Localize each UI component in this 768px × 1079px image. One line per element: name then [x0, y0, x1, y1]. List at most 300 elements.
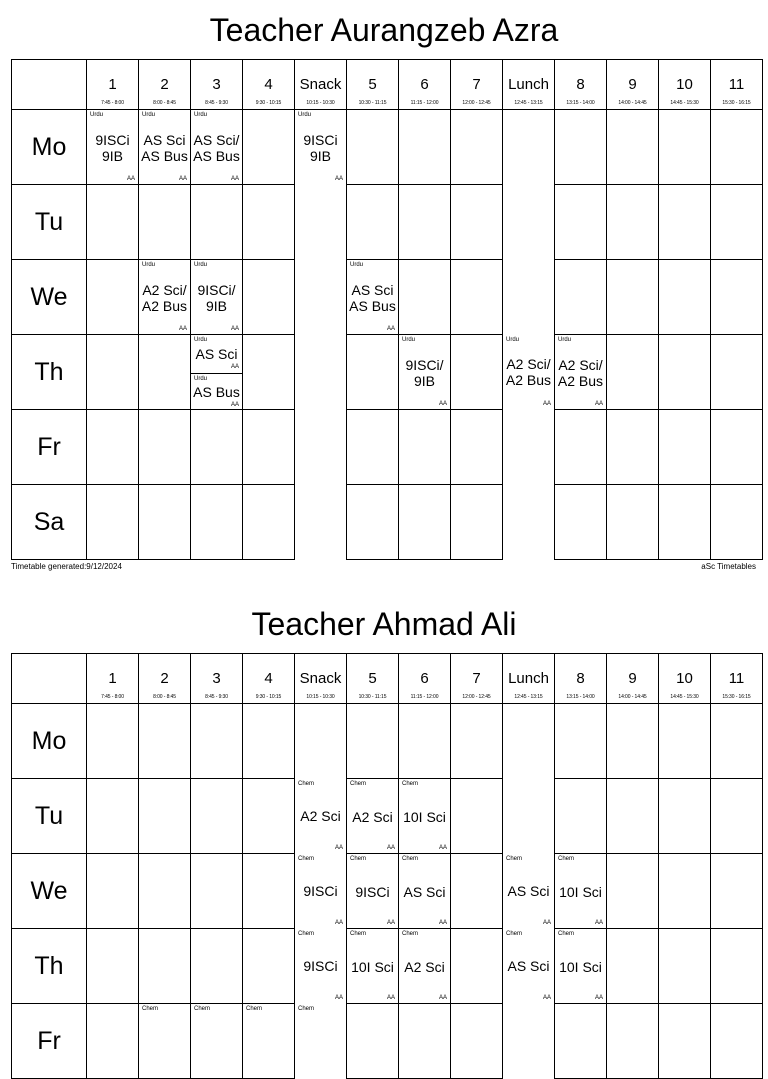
lesson-cell[interactable]: [87, 110, 139, 185]
lesson-class: AS Sci AS Bus: [349, 281, 396, 314]
lesson-room: AA: [178, 326, 187, 332]
timetable-cell[interactable]: [87, 260, 139, 335]
lesson-card[interactable]: [347, 929, 398, 1004]
lesson-card[interactable]: [503, 854, 554, 929]
day-row: [12, 929, 763, 1004]
period-number: 9: [628, 76, 637, 93]
lesson-card[interactable]: [295, 1004, 346, 1079]
lesson-subject: Chem: [402, 931, 419, 937]
period-time: 14:45 - 15:30: [670, 100, 699, 106]
timetable-cell[interactable]: [659, 410, 711, 485]
corner-cell: [12, 654, 87, 704]
timetable-cell[interactable]: [347, 110, 399, 185]
lesson-subject: Urdu: [90, 112, 104, 118]
timetable-cell[interactable]: [243, 185, 295, 260]
timetable-cell[interactable]: [711, 929, 763, 1004]
period-time: 10:15 - 10:30: [306, 100, 335, 106]
timetable-cell[interactable]: [555, 485, 607, 560]
timetable-cell[interactable]: [399, 1004, 451, 1079]
lesson-subject: Chem: [558, 856, 575, 862]
period-header: [399, 654, 451, 704]
lesson-cell[interactable]: [191, 1004, 243, 1079]
lesson-subject: Urdu: [194, 262, 208, 268]
period-header: [451, 654, 503, 704]
lesson-room: AA: [594, 401, 603, 407]
footer-generated: Timetable generated:9/12/2024: [11, 562, 122, 571]
timetable-cell[interactable]: [243, 929, 295, 1004]
period-time: 12:45 - 13:15: [514, 694, 543, 700]
timetable-cell[interactable]: [451, 854, 503, 929]
timetable-cell[interactable]: [711, 779, 763, 854]
timetable-cell[interactable]: [347, 1004, 399, 1079]
lesson-card[interactable]: [191, 335, 242, 373]
lesson-subject: Chem: [298, 1005, 315, 1012]
period-time: 10:15 - 10:30: [306, 694, 335, 700]
lesson-room: AA: [438, 401, 447, 407]
lesson-card[interactable]: [87, 110, 138, 185]
break-column: [295, 335, 347, 410]
lesson-room: AA: [230, 363, 239, 370]
lesson-cell[interactable]: [399, 854, 451, 929]
lesson-cell: [295, 929, 347, 1004]
lesson-room: AA: [334, 919, 343, 926]
lesson-cell[interactable]: [399, 779, 451, 854]
lesson-room: AA: [334, 994, 343, 1001]
timetable-cell[interactable]: [659, 854, 711, 929]
timetable-cell[interactable]: [555, 110, 607, 185]
lesson-cell[interactable]: [191, 260, 243, 335]
lesson-subject: Urdu: [558, 337, 572, 343]
break-column: [503, 704, 555, 779]
break-column: [295, 704, 347, 779]
period-number: 2: [160, 670, 169, 687]
lesson-class: AS Sci: [507, 958, 550, 974]
lesson-class: AS Sci AS Bus: [141, 131, 188, 164]
day-row: [12, 335, 763, 410]
lesson-class: A2 Sci/ A2 Bus: [505, 356, 552, 388]
day-label: Fr: [12, 410, 87, 485]
timetable-cell[interactable]: [451, 185, 503, 260]
break-column: [503, 410, 555, 485]
lesson-card[interactable]: [191, 260, 242, 335]
lesson-cell[interactable]: [243, 1004, 295, 1079]
period-number: 3: [212, 76, 221, 93]
timetable-cell[interactable]: [659, 929, 711, 1004]
lesson-card[interactable]: [139, 260, 190, 335]
timetable-cell[interactable]: [87, 779, 139, 854]
lesson-card[interactable]: [295, 929, 346, 1004]
lesson-subject: Chem: [506, 930, 523, 937]
lesson-subject: Chem: [298, 930, 315, 937]
timetable-cell[interactable]: [711, 704, 763, 779]
lesson-class: A2 Sci: [300, 808, 341, 824]
timetable-cell[interactable]: [139, 410, 191, 485]
timetable-cell[interactable]: [243, 410, 295, 485]
timetable-cell[interactable]: [139, 929, 191, 1004]
timetable-cell[interactable]: [711, 110, 763, 185]
lesson-card[interactable]: [399, 779, 450, 854]
period-time: 12:00 - 12:45: [462, 100, 491, 106]
period-number: 10: [676, 76, 693, 93]
lesson-card[interactable]: [295, 110, 346, 185]
period-header: [347, 654, 399, 704]
timetable-cell[interactable]: [191, 410, 243, 485]
day-row: [12, 260, 763, 335]
timetable-cell[interactable]: [451, 1004, 503, 1079]
lesson-class: A2 Sci: [352, 808, 393, 825]
lesson-card[interactable]: [399, 929, 450, 1004]
lesson-cell[interactable]: [555, 335, 607, 410]
lesson-card[interactable]: [503, 335, 554, 410]
lesson-class: A2 Sci: [404, 958, 445, 975]
timetable-cell[interactable]: [607, 260, 659, 335]
lesson-class: 9ISCi: [355, 883, 390, 900]
timetable-cell[interactable]: [243, 335, 295, 410]
lesson-cell[interactable]: [399, 929, 451, 1004]
timetable-cell[interactable]: [399, 185, 451, 260]
timetable-cell[interactable]: [87, 704, 139, 779]
timetable-cell[interactable]: [555, 260, 607, 335]
period-number: 10: [676, 670, 693, 687]
lesson-subject: Chem: [194, 1006, 211, 1012]
lesson-room: AA: [230, 402, 239, 408]
lesson-cell[interactable]: [347, 929, 399, 1004]
period-number: 5: [368, 76, 377, 93]
break-column: [503, 110, 555, 185]
timetable-cell[interactable]: [607, 929, 659, 1004]
header-row: [12, 60, 763, 110]
day-row: [12, 185, 763, 260]
lesson-card[interactable]: [399, 335, 450, 410]
period-header: [711, 654, 763, 704]
period-number: Lunch: [508, 670, 549, 687]
lesson-card[interactable]: [555, 335, 606, 410]
timetable-cell[interactable]: [399, 110, 451, 185]
timetable-cell[interactable]: [607, 335, 659, 410]
lesson-card[interactable]: [139, 110, 190, 185]
timetable-cell[interactable]: [87, 185, 139, 260]
break-column: [295, 485, 347, 560]
lesson-card[interactable]: [191, 110, 242, 185]
period-time: 14:00 - 14:45: [618, 100, 647, 106]
lesson-room: AA: [126, 176, 135, 182]
lesson-card[interactable]: [555, 929, 606, 1004]
lesson-subject: Urdu: [194, 375, 208, 382]
lesson-subject: Chem: [298, 855, 315, 862]
timetable-cell[interactable]: [607, 410, 659, 485]
lesson-class: AS Bus: [193, 384, 240, 401]
timetable-cell[interactable]: [451, 704, 503, 779]
timetable-cell[interactable]: [451, 410, 503, 485]
lesson-cell[interactable]: [139, 260, 191, 335]
period-number: 9: [628, 670, 637, 687]
period-header: [87, 60, 139, 110]
lesson-cell: [503, 929, 555, 1004]
lesson-room: AA: [542, 919, 551, 926]
timetable-cell[interactable]: [87, 335, 139, 410]
period-number: 1: [108, 670, 117, 687]
lesson-room: AA: [334, 176, 343, 182]
timetable-cell[interactable]: [139, 485, 191, 560]
break-column: [503, 485, 555, 560]
timetable-cell[interactable]: [659, 1004, 711, 1079]
lesson-card[interactable]: [347, 260, 398, 335]
lesson-card[interactable]: [347, 779, 398, 854]
lesson-subject: Chem: [350, 856, 367, 862]
lesson-class: 9ISCi 9IB: [303, 131, 338, 164]
day-label: Mo: [12, 704, 87, 779]
timetable-cell[interactable]: [659, 335, 711, 410]
lesson-cell[interactable]: [139, 110, 191, 185]
lesson-class: 9ISCi: [303, 883, 338, 899]
timetable-cell[interactable]: [347, 185, 399, 260]
lesson-subject: Urdu: [298, 112, 312, 118]
lesson-subject: Chem: [246, 1006, 263, 1012]
timetable-cell[interactable]: [451, 929, 503, 1004]
period-number: Snack: [299, 670, 342, 687]
period-number: 11: [728, 670, 745, 687]
timetable-cell[interactable]: [555, 779, 607, 854]
timetable-cell[interactable]: [711, 485, 763, 560]
timetable-cell[interactable]: [191, 779, 243, 854]
period-number: 4: [264, 670, 273, 687]
period-header: [555, 654, 607, 704]
period-header: [503, 60, 555, 110]
timetable-cell[interactable]: [659, 110, 711, 185]
lesson-card[interactable]: [191, 373, 242, 410]
corner-cell: [12, 60, 87, 110]
period-time: 8:45 - 9:30: [205, 100, 228, 106]
timetable-cell[interactable]: [607, 110, 659, 185]
lesson-card[interactable]: [243, 1004, 294, 1079]
lesson-card[interactable]: [295, 779, 346, 854]
period-time: 14:45 - 15:30: [670, 694, 699, 700]
period-time: 10:30 - 11:15: [358, 100, 387, 106]
lesson-card[interactable]: [191, 1004, 242, 1079]
lesson-card[interactable]: [555, 854, 606, 929]
break-column: [295, 410, 347, 485]
timetable-cell[interactable]: [607, 704, 659, 779]
lesson-class: 9ISCi 9IB: [95, 131, 130, 164]
timetable-cell[interactable]: [87, 929, 139, 1004]
timetable-cell[interactable]: [243, 485, 295, 560]
period-header: [295, 654, 347, 704]
lesson-subject: Urdu: [194, 112, 208, 118]
timetable-cell[interactable]: [347, 410, 399, 485]
lesson-card[interactable]: [503, 929, 554, 1004]
day-label: Sa: [12, 485, 87, 560]
day-label: Tu: [12, 779, 87, 854]
lesson-cell[interactable]: [191, 335, 243, 410]
lesson-subject: Urdu: [506, 336, 520, 343]
day-row: [12, 1004, 763, 1079]
lesson-room: AA: [230, 326, 239, 332]
period-header: [139, 60, 191, 110]
period-number: 4: [264, 76, 273, 93]
timetable-cell[interactable]: [243, 854, 295, 929]
day-row: [12, 854, 763, 929]
timetable-cell[interactable]: [607, 779, 659, 854]
timetable-cell[interactable]: [711, 1004, 763, 1079]
break-column: [295, 260, 347, 335]
period-number: Snack: [299, 76, 342, 93]
day-row: [12, 485, 763, 560]
timetable-cell[interactable]: [451, 779, 503, 854]
lesson-cell[interactable]: [191, 110, 243, 185]
timetable-cell[interactable]: [139, 185, 191, 260]
period-header: [607, 654, 659, 704]
day-label: We: [12, 260, 87, 335]
lesson-room: AA: [386, 845, 395, 851]
period-time: 7:45 - 8:00: [101, 100, 124, 106]
timetable-cell[interactable]: [139, 854, 191, 929]
timetable-cell[interactable]: [399, 704, 451, 779]
timetable-cell[interactable]: [659, 185, 711, 260]
timetable-cell[interactable]: [659, 485, 711, 560]
timetable-cell[interactable]: [451, 110, 503, 185]
period-time: 11:15 - 12:00: [410, 694, 439, 700]
timetable-cell[interactable]: [191, 704, 243, 779]
lesson-room: AA: [230, 176, 239, 182]
timetable-cell[interactable]: [451, 335, 503, 410]
timetable-cell[interactable]: [399, 485, 451, 560]
lesson-cell[interactable]: [347, 854, 399, 929]
timetable-cell[interactable]: [243, 110, 295, 185]
lesson-card[interactable]: [295, 854, 346, 929]
timetable-cell[interactable]: [191, 854, 243, 929]
timetable-cell[interactable]: [243, 779, 295, 854]
timetable-title: Teacher Ahmad Ali: [251, 606, 517, 642]
lesson-room: AA: [386, 995, 395, 1001]
timetable-cell[interactable]: [659, 260, 711, 335]
footer-brand: aSc Timetables: [701, 562, 756, 571]
timetable-cell[interactable]: [607, 185, 659, 260]
period-time: 13:15 - 14:00: [566, 694, 595, 700]
period-time: 12:00 - 12:45: [462, 694, 491, 700]
timetable-cell[interactable]: [347, 335, 399, 410]
timetable-cell[interactable]: [87, 410, 139, 485]
period-time: 9:30 - 10:15: [255, 100, 282, 106]
lesson-room: AA: [594, 995, 603, 1001]
period-time: 14:00 - 14:45: [618, 694, 647, 700]
period-time: 10:30 - 11:15: [358, 694, 387, 700]
lesson-class: 10I Sci: [559, 883, 602, 900]
timetable-cell[interactable]: [607, 485, 659, 560]
lesson-subject: Chem: [350, 931, 367, 937]
lesson-subject: Chem: [298, 780, 315, 787]
lesson-room: AA: [542, 994, 551, 1001]
lesson-room: AA: [542, 400, 551, 407]
timetable-cell[interactable]: [191, 485, 243, 560]
timetable-cell[interactable]: [555, 185, 607, 260]
day-label: Fr: [12, 1004, 87, 1079]
period-header: [503, 654, 555, 704]
timetable-cell[interactable]: [711, 410, 763, 485]
break-column: [503, 260, 555, 335]
lesson-cell[interactable]: [555, 929, 607, 1004]
period-header: [295, 60, 347, 110]
period-header: [191, 60, 243, 110]
lesson-card[interactable]: [139, 1004, 190, 1079]
timetable-cell[interactable]: [347, 704, 399, 779]
timetable-cell[interactable]: [139, 335, 191, 410]
timetable-cell[interactable]: [87, 854, 139, 929]
lesson-card[interactable]: [347, 854, 398, 929]
timetable-cell[interactable]: [607, 854, 659, 929]
lesson-class: 10I Sci: [403, 808, 446, 825]
day-label: Mo: [12, 110, 87, 185]
timetable-cell[interactable]: [451, 260, 503, 335]
period-number: 2: [160, 76, 169, 93]
timetable-cell[interactable]: [555, 1004, 607, 1079]
lesson-cell[interactable]: [555, 854, 607, 929]
timetable-cell[interactable]: [711, 854, 763, 929]
timetable-cell[interactable]: [659, 779, 711, 854]
period-header: [451, 60, 503, 110]
timetable-cell[interactable]: [191, 929, 243, 1004]
timetable-cell[interactable]: [87, 485, 139, 560]
timetable-cell[interactable]: [711, 335, 763, 410]
timetable-cell[interactable]: [659, 704, 711, 779]
lesson-cell[interactable]: [139, 1004, 191, 1079]
period-time: 8:00 - 8:45: [153, 694, 176, 700]
timetable-grid: [11, 59, 763, 560]
timetable-cell[interactable]: [191, 185, 243, 260]
lesson-cell[interactable]: [347, 779, 399, 854]
timetable-cell[interactable]: [711, 260, 763, 335]
lesson-subject: Urdu: [194, 337, 208, 343]
lesson-cell[interactable]: [347, 260, 399, 335]
timetable-cell[interactable]: [555, 704, 607, 779]
lesson-class: AS Sci: [507, 883, 550, 899]
timetable-cell[interactable]: [451, 485, 503, 560]
lesson-cell[interactable]: [399, 335, 451, 410]
period-header: [607, 60, 659, 110]
period-header: [139, 654, 191, 704]
lesson-room: AA: [438, 920, 447, 926]
period-time: 8:00 - 8:45: [153, 100, 176, 106]
lesson-class: A2 Sci/ A2 Bus: [141, 281, 188, 314]
timetable-cell[interactable]: [399, 410, 451, 485]
period-header: [399, 60, 451, 110]
period-header: [659, 60, 711, 110]
lesson-card[interactable]: [399, 854, 450, 929]
timetable-cell[interactable]: [139, 779, 191, 854]
lesson-cell: [295, 1004, 347, 1079]
timetable-cell[interactable]: [607, 1004, 659, 1079]
period-header: [659, 654, 711, 704]
day-row: [12, 110, 763, 185]
break-column: [503, 1004, 555, 1079]
lesson-cell: [295, 779, 347, 854]
period-number: 3: [212, 670, 221, 687]
lesson-room: AA: [594, 920, 603, 926]
lesson-room: AA: [386, 326, 395, 332]
timetable-cell[interactable]: [243, 704, 295, 779]
timetable-cell[interactable]: [243, 260, 295, 335]
period-number: 6: [420, 670, 429, 687]
timetable-cell[interactable]: [347, 485, 399, 560]
timetable-cell[interactable]: [139, 704, 191, 779]
timetable-cell[interactable]: [555, 410, 607, 485]
timetable-cell[interactable]: [87, 1004, 139, 1079]
timetable-cell[interactable]: [711, 185, 763, 260]
period-number: 7: [472, 76, 481, 93]
lesson-subject: Chem: [142, 1006, 159, 1012]
timetable-cell[interactable]: [399, 260, 451, 335]
break-column: [503, 779, 555, 854]
day-label: We: [12, 854, 87, 929]
